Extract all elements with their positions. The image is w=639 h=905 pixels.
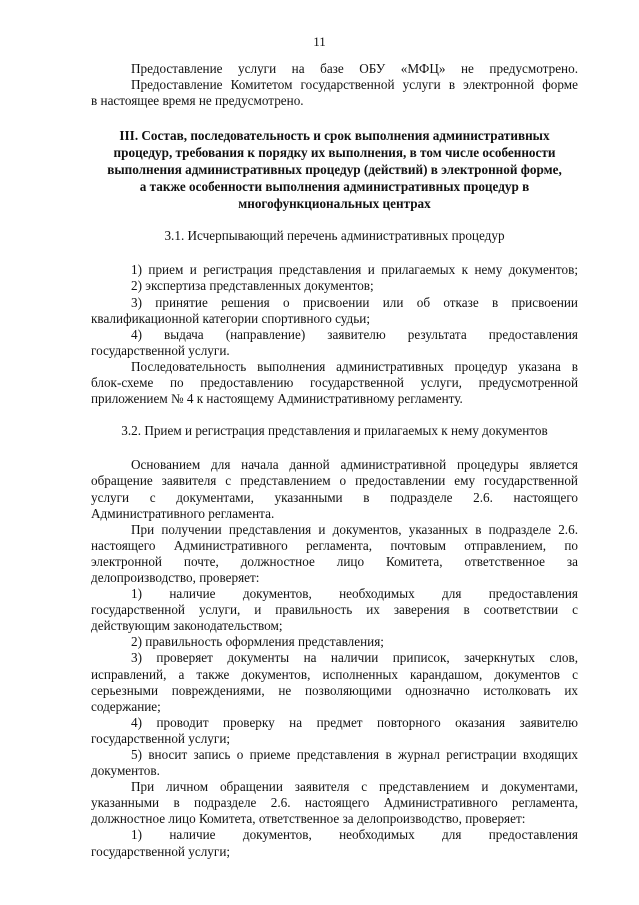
list-item-continuation: государственной услуги, и правильность их заверения в соответствии с [91,602,578,618]
paragraph-line: Последовательность выполнения административных процедур указана в [131,358,578,374]
list-item-continuation: исправлений, а также документов, исполненных карандашом, документов с [91,666,578,682]
subsection-3-2-body [91,457,578,859]
list-item: 5) вносит запись о приеме представления в журнал регистрации входящих [131,747,578,762]
subsection-3-1-title: 3.1. Исчерпывающий перечень административных процедур [164,228,505,244]
section-3-title-line-1: III. Состав, последовательность и срок выполнения административных [119,128,550,144]
list-item-continuation: серьезными повреждениями, не позволяющими однозначно истолковать их [91,682,578,698]
paragraph-line: При личном обращении заявителя с представлением и документами, [131,779,578,795]
paragraph-line: приложением № 4 к настоящему Административному регламенту. [91,391,463,407]
paragraph-line: При получении представления и документов, указанных в подразделе 2.6. [131,521,578,537]
list-item-continuation: действующим законодательством; [91,618,283,634]
intro-line-3: в настоящее время не предусмотрено. [91,93,304,109]
paragraph-line: указанными в подразделе 2.6. настоящего Административного регламента, [91,795,578,811]
section-3-title-line-4: а также особенности выполнения административных процедур в [139,179,530,195]
list-item: 3) проверяет документы на наличии приписок, зачеркнутых слов, [131,650,578,666]
page-content [91,61,578,860]
paragraph-line: Основанием для начала данной административной процедуры является [131,457,578,473]
list-item: 3) принятие решения о присвоении или об отказе в присвоении [131,294,578,310]
list-item-continuation: документов. [91,763,160,779]
list-item: 4) проводит проверку на предмет повторного оказания заявителю [131,714,578,730]
paragraph-line: Административного регламента. [91,505,275,521]
paragraph-line: настоящего Административного регламента, почтовым отправлением, по [91,537,578,553]
list-item-continuation: содержание; [91,698,161,714]
section-3-title-line-2: процедур, требования к порядку их выполнения, в том числе особенности [113,145,556,161]
subsection-3-2-title: 3.2. Прием и регистрация представления и прилагаемых к нему документов [121,423,548,439]
list-item: 2) экспертиза представленных документов; [131,278,374,294]
list-item-continuation: государственной услуги; [91,730,231,746]
intro-line-1: Предоставление услуги на базе ОБУ «МФЦ» не предусмотрено. [131,61,578,76]
list-item-continuation: государственной услуги; [91,843,231,859]
section-3-title-line-5: многофункциональных центрах [238,196,431,212]
paragraph-line: услуги с документами, указанными в подразделе 2.6. настоящего [91,489,578,505]
paragraph-line: блок-схеме по предоставлению государственной услуги, предусмотренной [91,375,578,391]
section-3-title [91,127,578,212]
paragraph-line: электронной почте, должностное лицо Комитета, ответственное за [91,553,578,569]
paragraph-line: должностное лицо Комитета, ответственное за делопроизводство, проверяет: [91,811,526,827]
page-number: 11 [313,34,326,49]
list-item-continuation: государственной услуги. [91,342,230,358]
list-item: 1) наличие документов, необходимых для предоставления [131,827,578,843]
list-item: 1) наличие документов, необходимых для предоставления [131,586,578,602]
list-item: 4) выдача (направление) заявителю результата предоставления [131,326,578,342]
subsection-3-1-body [91,262,578,407]
paragraph-line: делопроизводство, проверяет: [91,569,260,585]
list-item: 2) правильность оформления представления; [131,634,384,650]
intro-line-2: Предоставление Комитетом государственной услуги в электронной форме [131,77,578,93]
paragraph-line: обращение заявителя с представлением о предоставлении ему государственной [91,473,578,489]
section-3-title-line-3: выполнения административных процедур (действий) в электронной форме, [107,162,562,178]
list-item: 1) прием и регистрация представления и прилагаемых к нему документов; [131,262,578,278]
list-item-continuation: квалификационной категории спортивного судьи; [91,310,370,326]
